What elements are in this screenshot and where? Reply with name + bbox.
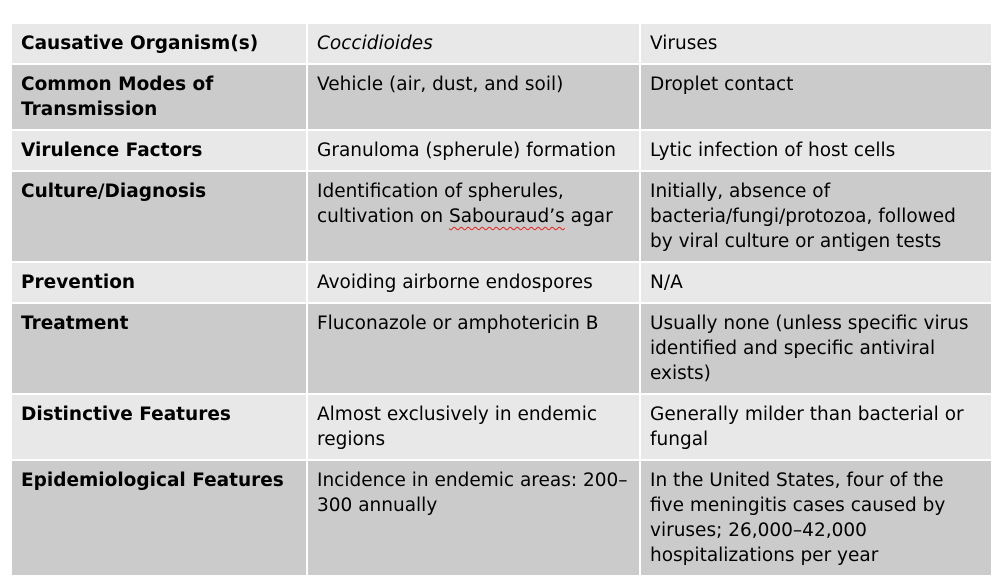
row-header: Culture/Diagnosis [11, 171, 307, 262]
organism-name: Coccidioides [317, 33, 433, 54]
row-header: Common Modes of Transmission [11, 64, 307, 130]
table-cell: Fluconazole or amphotericin B [307, 303, 640, 394]
table-row [11, 130, 992, 171]
table-cell: Avoiding airborne endospores [307, 262, 640, 303]
cell-text: agar [564, 206, 613, 227]
row-header: Epidemiological Features [11, 460, 307, 576]
table-row [11, 23, 992, 64]
table-cell: Granuloma (spherule) formation [307, 130, 640, 171]
row-header: Distinctive Features [11, 394, 307, 460]
table-cell: Droplet contact [640, 64, 992, 130]
table-row [11, 303, 992, 394]
table-cell: N/A [640, 262, 992, 303]
row-header: Causative Organism(s) [11, 23, 307, 64]
table-cell: Incidence in endemic areas: 200–300 annually [307, 460, 640, 576]
row-header: Virulence Factors [11, 130, 307, 171]
cell-text: Identification of spherules, cultivation on [317, 181, 564, 227]
comparison-table [10, 22, 993, 577]
table-cell: Lytic infection of host cells [640, 130, 992, 171]
row-header: Treatment [11, 303, 307, 394]
row-header: Prevention [11, 262, 307, 303]
table-cell: Generally milder than bacterial or fungal [640, 394, 992, 460]
table-row [11, 460, 992, 576]
comparison-table-container [10, 22, 991, 577]
table-cell: Almost exclusively in endemic regions [307, 394, 640, 460]
table-cell: Usually none (unless specific virus identified and specific antiviral exists) [640, 303, 992, 394]
table-cell [307, 23, 640, 64]
table-cell: Viruses [640, 23, 992, 64]
table-cell: In the United States, four of the five meningitis cases caused by viruses; 26,000–42,000 hospitalizations per year [640, 460, 992, 576]
spellcheck-flagged-word: Sabouraud’s [448, 206, 565, 227]
table-row [11, 262, 992, 303]
table-cell [307, 171, 640, 262]
table-cell: Initially, absence of bacteria/fungi/protozoa, followed by viral culture or antigen tests [640, 171, 992, 262]
table-cell: Vehicle (air, dust, and soil) [307, 64, 640, 130]
table-row [11, 394, 992, 460]
table-row [11, 64, 992, 130]
table-row [11, 171, 992, 262]
